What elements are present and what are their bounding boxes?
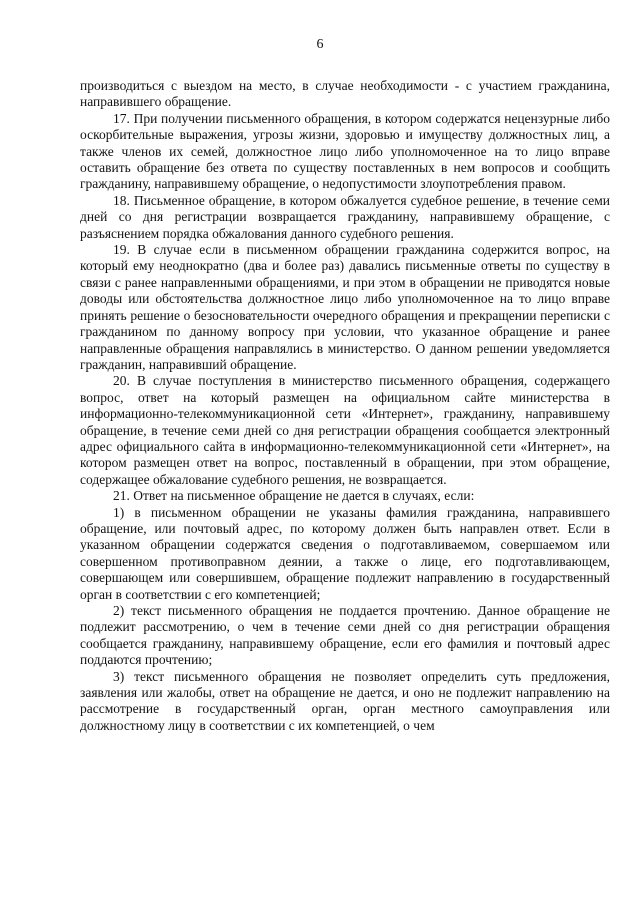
paragraph-19: 19. В случае если в письменном обращении гражданина содержится вопрос, на который ему неоднократно (два и более раз) давались письменные ответы по существу в связи с ранее направленными обращениями, и при этом в обращении не приводятся новые доводы или обстоятельства должностное лицо либо уполномоченное на то лицо вправе принять решение о безосновательности очередного обращения и прекращении переписки с гражданином по данному вопросу при условии, что указанное обращение и ранее направленные обращения направлялись в министерство. О данном решении уведомляется гражданин, направивший обращение. <box>80 242 610 372</box>
paragraph-continuation: производиться с выездом на место, в случае необходимости - с участием гражданина, направившего обращение. <box>80 78 610 110</box>
paragraph-17: 17. При получении письменного обращения, в котором содержатся нецензурные либо оскорбительные выражения, угрозы жизни, здоровью и имуществу должностных лиц, а также членов их семей, должностное лицо либо уполномоченное на то лицо вправе оставить обращение без ответа по существу поставленных в нем вопросов и сообщить гражданину, направившему обращение, о недопустимости злоупотребления правом. <box>80 110 610 192</box>
paragraph-21-item-2: 2) текст письменного обращения не поддается прочтению. Данное обращение не подлежит рассмотрению, о чем в течение семи дней со дня регистрации обращения сообщается гражданину, направившему обращение, если его фамилия и почтовый адрес поддаются прочтению; <box>80 603 610 668</box>
page-number: 6 <box>316 37 324 52</box>
paragraph-21: 21. Ответ на письменное обращение не дается в случаях, если: <box>113 488 475 504</box>
paragraph-18: 18. Письменное обращение, в котором обжалуется судебное решение, в течение семи дней со дня регистрации возвращается гражданину, направившему обращение, с разъяснением порядка обжалования данного судебного решения. <box>80 192 610 241</box>
document-body <box>80 78 610 734</box>
paragraph-21-item-3: 3) текст письменного обращения не позволяет определить суть предложения, заявления или жалобы, ответ на обращение не дается, и оно не подлежит направлению на рассмотрение в государственный орган, орган местного самоуправления или должностному лицу в соответствии с их компетенцией, о чем <box>80 668 610 733</box>
paragraph-21-item-1: 1) в письменном обращении не указаны фамилия гражданина, направившего обращение, или почтовый адрес, по которому должен быть направлен ответ. Если в указанном обращении содержатся сведения о подготавливаемом, совершаемом или совершенном противоправном деянии, а также о лице, его подготавливающем, совершающем или совершившем, обращение подлежит направлению в государственный орган в соответствии с его компетенцией; <box>80 504 610 602</box>
paragraph-20: 20. В случае поступления в министерство письменного обращения, содержащего вопрос, ответ на который размещен на официальном сайте министерства в информационно-телекоммуникационной сети «Интернет», гражданину, направившему обращение, в течение семи дней со дня регистрации обращения сообщается электронный адрес официального сайта в информационно-телекоммуникационной сети «Интернет», на котором размещен ответ на вопрос, поставленный в обращении, при этом обращение, содержащее обжалование судебного решения, не возвращается. <box>80 373 610 487</box>
